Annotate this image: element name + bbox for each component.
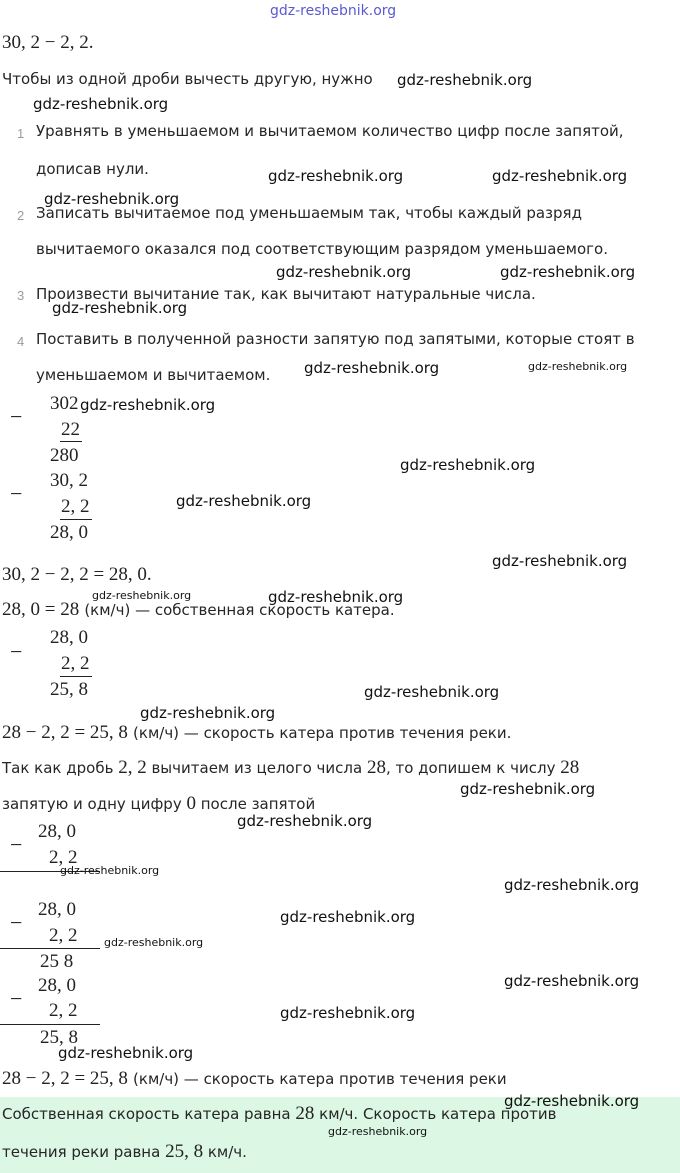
watermark: gdz-reshebnik.org (528, 360, 628, 373)
difference: 25, 8 (50, 679, 88, 700)
watermark: gdz-reshebnik.org (44, 190, 180, 208)
minuend: 28, 0 (38, 899, 76, 920)
step-text: уменьшаемом и вычитаемом. (36, 366, 271, 384)
watermark: gdz-reshebnik.org (397, 71, 533, 89)
step-number: 1 (17, 126, 25, 141)
minuend: 302 (50, 393, 79, 414)
watermark: gdz-reshebnik.org (364, 683, 500, 701)
watermark: gdz-reshebnik.org (268, 167, 404, 185)
step-text: Произвести вычитание так, как вычитают натуральные числа. (36, 285, 536, 303)
watermark: gdz-reshebnik.org (33, 95, 169, 113)
subtrahend: 2, 2 (49, 1000, 78, 1021)
watermark: gdz-reshebnik.org (504, 1092, 640, 1110)
intro-text: Чтобы из одной дроби вычесть другую, нужно (2, 70, 373, 88)
watermark: gdz-reshebnik.org (276, 263, 412, 281)
answer-line-2: течения реки равна 25, 8 км/ч. (2, 1141, 247, 1162)
step-number: 2 (17, 208, 25, 223)
minuend: 28, 0 (50, 627, 88, 648)
watermark: gdz-reshebnik.org (52, 299, 188, 317)
difference: 280 (50, 445, 79, 466)
note-line-1: Так как дробь 2, 2 вычитаем из целого числа 28, то допишем к числу 28 (2, 757, 580, 778)
watermark: gdz-reshebnik.org (237, 812, 373, 830)
watermark: gdz-reshebnik.org (280, 1004, 416, 1022)
step-number: 3 (17, 288, 25, 303)
watermark: gdz-reshebnik.org (492, 552, 628, 570)
watermark: gdz-reshebnik.org (268, 588, 404, 606)
step-text: Уравнять в уменьшаемом и вычитаемом количество цифр после запятой, (36, 122, 624, 140)
own-speed-text: (км/ч) — собственная скорость катера. (84, 601, 395, 619)
own-speed-math: 28, 0 = 28 (2, 599, 80, 620)
calc-line (0, 948, 100, 949)
difference: 25, 8 (40, 1027, 78, 1048)
expression-top: 30, 2 − 2, 2. (2, 32, 94, 53)
watermark: gdz-reshebnik.org (504, 876, 640, 894)
watermark: gdz-reshebnik.org (92, 589, 192, 602)
watermark: gdz-reshebnik.org (460, 780, 596, 798)
step-text: дописав нули. (36, 160, 149, 178)
watermark: gdz-reshebnik.org (328, 1125, 428, 1138)
difference: 25 8 (40, 951, 74, 972)
subtrahend: 2, 2 (61, 496, 90, 517)
watermark: gdz-reshebnik.org (80, 396, 216, 414)
watermark: gdz-reshebnik.org (400, 456, 536, 474)
watermark: gdz-reshebnik.org (304, 359, 440, 377)
subtrahend: 2, 2 (49, 925, 78, 946)
minus-sign: − (10, 481, 23, 506)
minus-sign: − (10, 910, 23, 935)
watermark: gdz-reshebnik.org (140, 704, 276, 722)
watermark: gdz-reshebnik.org (60, 864, 160, 877)
result-1: 30, 2 − 2, 2 = 28, 0. (2, 564, 152, 585)
minus-sign: − (10, 986, 23, 1011)
watermark: gdz-reshebnik.org (500, 263, 636, 281)
calc-line (60, 441, 82, 442)
minuend: 28, 0 (38, 975, 76, 996)
step-text: Поставить в полученной разности запятую под запятыми, которые стоят в (36, 330, 635, 348)
calc-line (60, 676, 92, 677)
subtrahend: 22 (61, 419, 80, 440)
step-text: Записать вычитаемое под уменьшаемым так, чтобы каждый разряд (36, 204, 582, 222)
note-line-2: запятую и одну цифру 0 после запятой (2, 793, 316, 814)
subtrahend: 2, 2 (49, 847, 78, 868)
watermark: gdz-reshebnik.org (176, 492, 312, 510)
minus-sign: − (10, 404, 23, 429)
answer-line-1: Собственная скорость катера равна 28 км/ч. Скорость катера против (2, 1103, 557, 1124)
minus-sign: − (10, 832, 23, 857)
minuend: 30, 2 (50, 470, 88, 491)
watermark: gdz-reshebnik.org (492, 167, 628, 185)
result-3-line (2, 1068, 507, 1090)
own-speed-line (2, 599, 395, 621)
minuend: 28, 0 (38, 821, 76, 842)
subtrahend: 2, 2 (61, 653, 90, 674)
step-text: вычитаемого оказался под соответствующим разрядом уменьшаемого. (36, 240, 608, 258)
watermark: gdz-reshebnik.org (104, 936, 204, 949)
result-3-math: 28 − 2, 2 = 25, 8 (2, 1068, 128, 1089)
watermark: gdz-reshebnik.org (504, 972, 640, 990)
result-3-text: (км/ч) — скорость катера против течения реки (133, 1070, 507, 1088)
watermark: gdz-reshebnik.org (280, 908, 416, 926)
difference: 28, 0 (50, 522, 88, 543)
step-number: 4 (17, 334, 25, 349)
calc-line (60, 519, 92, 520)
minus-sign: − (10, 639, 23, 664)
result-2-line (2, 722, 511, 744)
watermark: gdz-reshebnik.org (58, 1044, 194, 1062)
calc-line (0, 1024, 100, 1025)
result-2-math: 28 − 2, 2 = 25, 8 (2, 722, 128, 743)
result-2-text: (км/ч) — скорость катера против течения реки. (133, 724, 512, 742)
watermark-top: gdz-reshebnik.org (270, 3, 397, 19)
